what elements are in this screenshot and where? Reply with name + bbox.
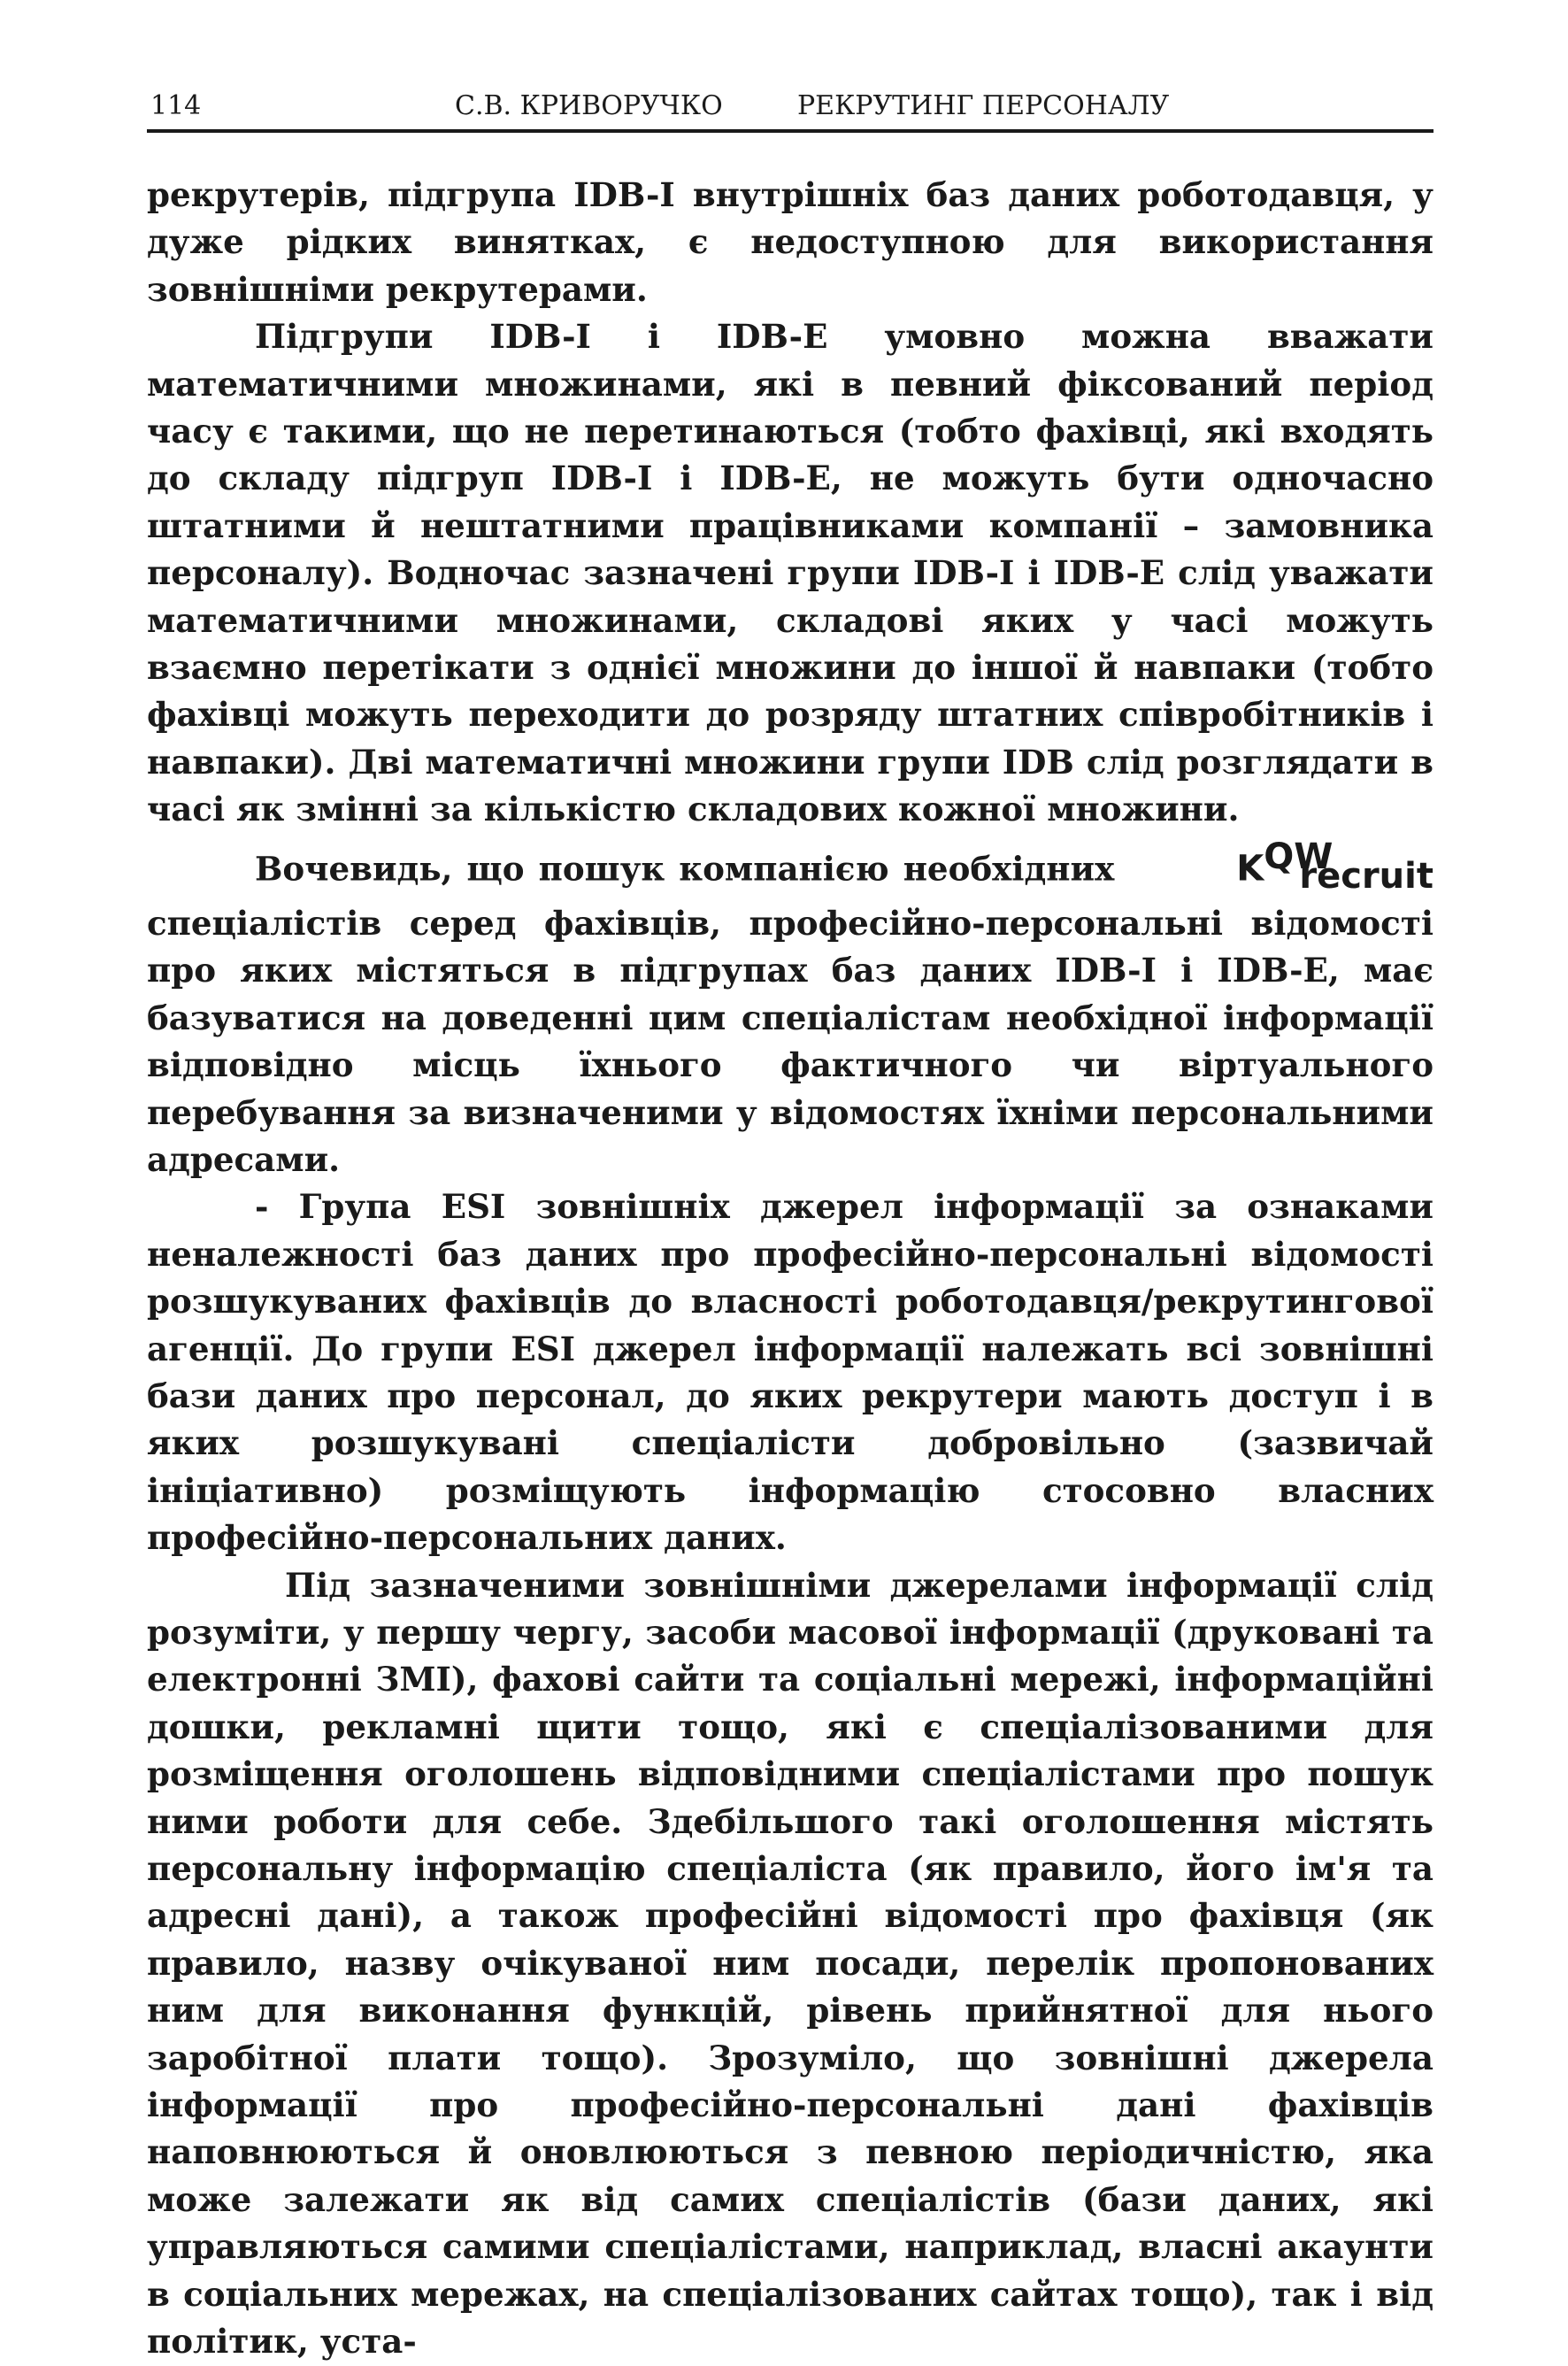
paragraph-continuation: рекрутерів, підгрупа IDB-I внутрішніх баз даних роботодавця, у дуже рідких винятках, є недоступною для використання зовнішніми рекрутерами. bbox=[147, 175, 1433, 309]
paragraph-external-sources: Під зазначеними зовнішніми джерелами інформації слід розуміти, у першу чергу, засоби масової інформації (друковані та електронні ЗМІ), фахові сайти та соціальні мережі, інформаційні дошки, рекламні щити тощо, які є спеціалізованими для розміщення оголошень відповідними спеціалістами про пошук ними роботи для себе. Здебільшого такі оголошення містять персональну інформацію спеціаліста (як правило, його ім'я та адресні дані), а також професійні відомості про фахівця (як правило, назву очікуваної ним посади, перелік пропонованих ним для виконання функцій, рівень прийнятної для нього заробітної плати тощо). Зрозуміло, що зовнішні джерела інформації про професійно-персональні дані фахівців наповнюються й оновлюються з певною періодичністю, яка може залежати як від самих спеціалістів (бази даних, які управляються самими спеціалістами, наприклад, власні акаунти в соціальних мережах, на спеціалізованих сайтах тощо), так і від політик, уста- bbox=[147, 1565, 1433, 2362]
formula-k-qw-recruit bbox=[1128, 834, 1433, 900]
paragraph-idb-subgroups: Підгрупи IDB-I і IDB-E умовно можна вважати математичними множинами, які в певний фіксований період часу є такими, що не перетинаються (тобто фахівці, які входять до складу підгруп IDB-I і IDB-E, не можуть бути одночасно штатними й нештатними працівниками компанії – замовника персоналу). Водночас зазначені групи IDB-I і IDB-E слід уважати математичними множинами, складові яких у часі можуть взаємно перетікати з однієї множини до іншої й навпаки (тобто фахівці можуть переходити до розряду штатних співробітників і навпаки). Дві математичні множини групи IDB слід розглядати в часі як змінні за кількістю складових кожної множини. bbox=[147, 317, 1433, 829]
page-number: 114 bbox=[150, 90, 202, 121]
page-body bbox=[147, 172, 1433, 2366]
paragraph-search-specialists bbox=[147, 834, 1433, 1184]
paragraph-text-after-formula: спеціалістів серед фахівців, професійно-персональні відомості про яких містяться в підгрупах баз даних IDB-I і IDB-E, має базуватися на доведенні цим спеціалістам необхідної інформації відповідно місць їхнього фактичного чи віртуального перебування за визначеними у відомостях їхніми персональними адресами. bbox=[147, 903, 1433, 1179]
header-book-title: РЕКРУТИНГ ПЕРСОНАЛУ bbox=[797, 90, 1170, 121]
paragraph-esi-group: - Група ESI зовнішніх джерел інформації за ознаками неналежності баз даних про професійно-персональні відомості розшукуваних фахівців до власності роботодавця/рекрутингової агенції. До групи ESI джерел інформації належать всі зовнішні бази даних про персонал, до яких рекрутери мають доступ і в яких розшукувані спеціалісти добровільно (зазвичай ініціативно) розміщують інформацію стосовно власних професійно-персональних даних. bbox=[147, 1187, 1433, 1558]
paragraph-text-before-formula: Вочевидь, що пошук компанією необхідних bbox=[255, 849, 1115, 889]
formula-subscript: recruit bbox=[1299, 855, 1433, 897]
running-header bbox=[147, 87, 1433, 133]
formula-superscript: QW bbox=[1264, 836, 1334, 877]
formula-base: K bbox=[1236, 848, 1264, 890]
header-author: С.В. КРИВОРУЧКО bbox=[455, 90, 723, 121]
